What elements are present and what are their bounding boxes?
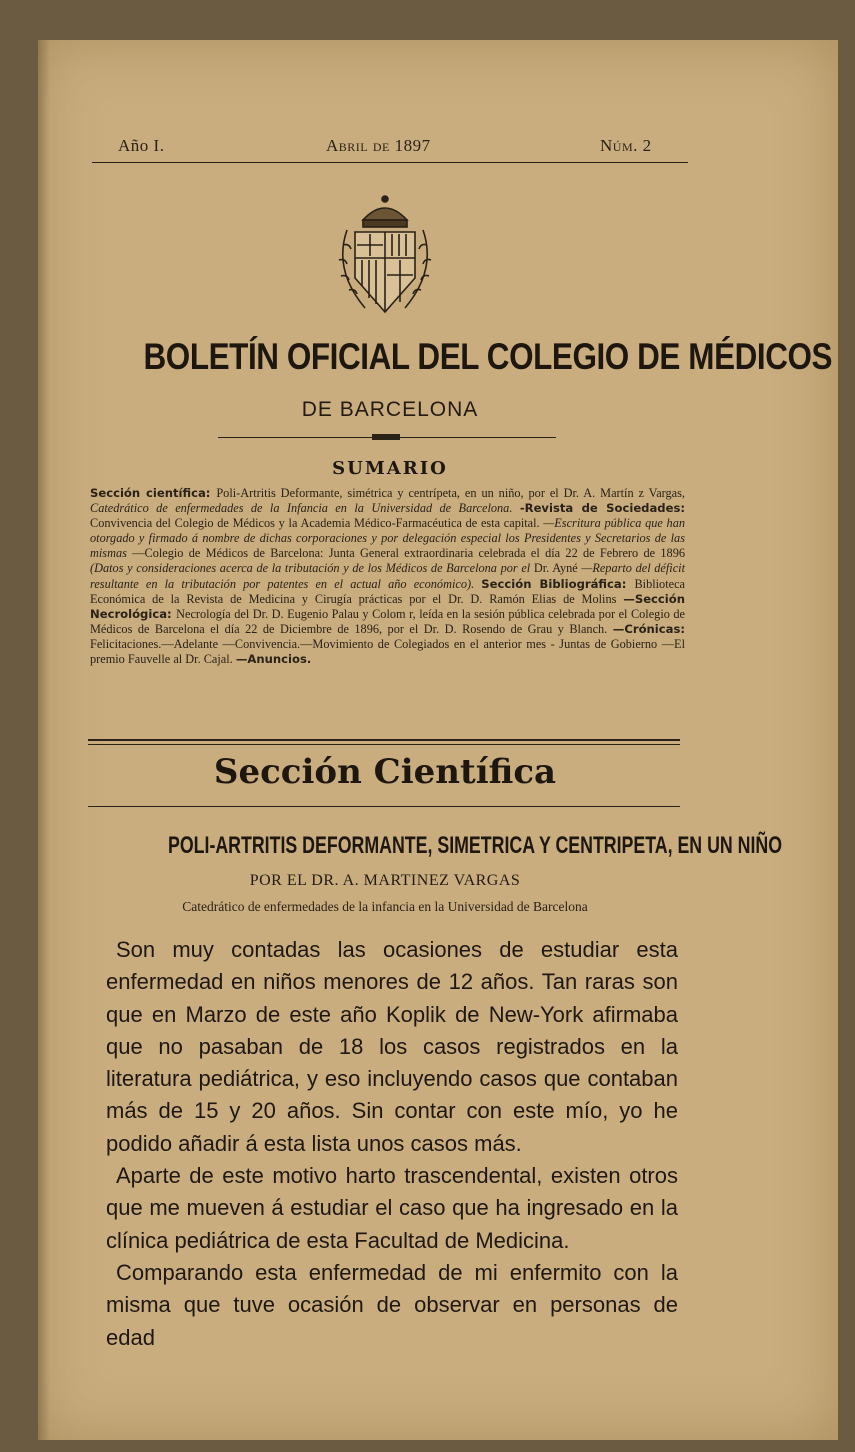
- sumario-section-label: -Revista de Sociedades:: [519, 501, 685, 516]
- journal-subtitle: DE BARCELONA: [301, 398, 479, 421]
- sumario-rule-thin: [88, 744, 680, 745]
- section-rule: [88, 806, 680, 807]
- issue-date: Abril de 1897: [326, 136, 431, 155]
- issue-year: Año I.: [118, 136, 165, 155]
- journal-title: BOLETÍN OFICIAL DEL COLEGIO DE MÉDICOS: [143, 336, 833, 377]
- sumario-entry: Convivencia del Colegio de Médicos y la Academia Médico-Farmacéutica de esta capital.: [90, 516, 544, 531]
- article-paragraph: Comparando esta enfermedad de mi enfermito con la misma que tuve ocasión de observar en personas de edad: [106, 1259, 678, 1350]
- page-spine-shadow: [38, 40, 50, 1440]
- sumario-section-label: Sección Bibliográfica:: [481, 576, 635, 591]
- article-paragraph: Son muy contadas las ocasiones de estudiar esta enfermedad en niños menores de 12 años. Tan raras son que en Marzo de este año Koplik de New-York afirmaba que no pasaban de 18 los casos registrados en la literatura pediátrica, y eso incluyendo casos que contaban más de 15 y 20 años. Sin contar con este mío, yo he podido añadir á esta lista unos casos más.: [106, 937, 678, 1156]
- barcelona-coat-of-arms-icon: [325, 190, 445, 315]
- sumario-entry: Biblioteca Económica de la Revista de Medicina y Cirugía prácticas por el Dr. D. Ramón Elias de Molins: [90, 576, 685, 606]
- article-title: POLI-ARTRITIS DEFORMANTE, SIMETRICA Y CENTRIPETA, EN UN NIÑO: [168, 832, 783, 859]
- sumario-section-label: —Crónicas:: [612, 621, 685, 636]
- article-paragraph: Aparte de este motivo harto trascendental, existen otros que me mueven á estudiar el caso que ha ingresado en la clínica pediátrica de esta Facultad de Medicina.: [106, 1163, 678, 1253]
- sumario-entry: Catedrático de enfermedades de la Infancia en la Universidad de Barcelona.: [90, 501, 520, 516]
- sumario-section-label: —Anuncios.: [235, 652, 312, 667]
- sumario-entry: Dr. Ayné: [533, 561, 582, 576]
- sumario-text: [90, 486, 685, 667]
- section-heading: Sección Científica: [213, 752, 557, 792]
- sumario-entry: —Reparto del déficit resultante en la tributación por patentes en el actual año económico).: [90, 561, 686, 591]
- header-rule: [92, 162, 688, 163]
- sumario-entry: Poli-Artritis Deformante, simétrica y centrípeta, en un niño, por el Dr. A. Martín z Vargas,: [216, 486, 685, 500]
- sumario-entry: Felicitaciones.—Adelante —Convivencia.—Movimiento de Colegiados en el anterior mes - Juntas de Gobierno —El premio Fauvelle al Dr. Cajal.: [90, 636, 685, 667]
- article-body: [106, 934, 678, 1354]
- sumario-entry: (Datos y consideraciones acerca de la tributación y de los Médicos de Barcelona por el: [90, 561, 534, 576]
- sumario-entry: —Colegio de Médicos de Barcelona: Junta General extraordinaria celebrada el día 22 de Febrero de 1896: [132, 546, 685, 561]
- issue-number: Núm. 2: [600, 136, 652, 155]
- sumario-entry: Necrología del Dr. D. Eugenio Palau y Colom r, leída en la sesión pública celebrada por el Colegio de Médicos de Barcelona el día 22 de Diciembre de 1896, por el Dr. D. Rosendo de Grau y Blanch.: [90, 606, 686, 636]
- masthead-rule-ornament: [372, 434, 400, 440]
- sumario-rule-thick: [88, 739, 680, 741]
- sumario-section-label: —Sección Necrológica:: [90, 591, 685, 621]
- sumario-section-label: Sección científica:: [90, 486, 217, 500]
- sumario-entry: —Escritura pública que han otorgado y firmado á nombre de dichas corporaciones y por delegación especial los Presidentes y Secretarios de las mismas: [90, 516, 685, 561]
- article-affiliation: Catedrático de enfermedades de la infancia en la Universidad de Barcelona: [182, 899, 588, 914]
- sumario-heading: SUMARIO: [332, 458, 448, 479]
- article-byline: POR EL DR. A. MARTINEZ VARGAS: [249, 872, 521, 889]
